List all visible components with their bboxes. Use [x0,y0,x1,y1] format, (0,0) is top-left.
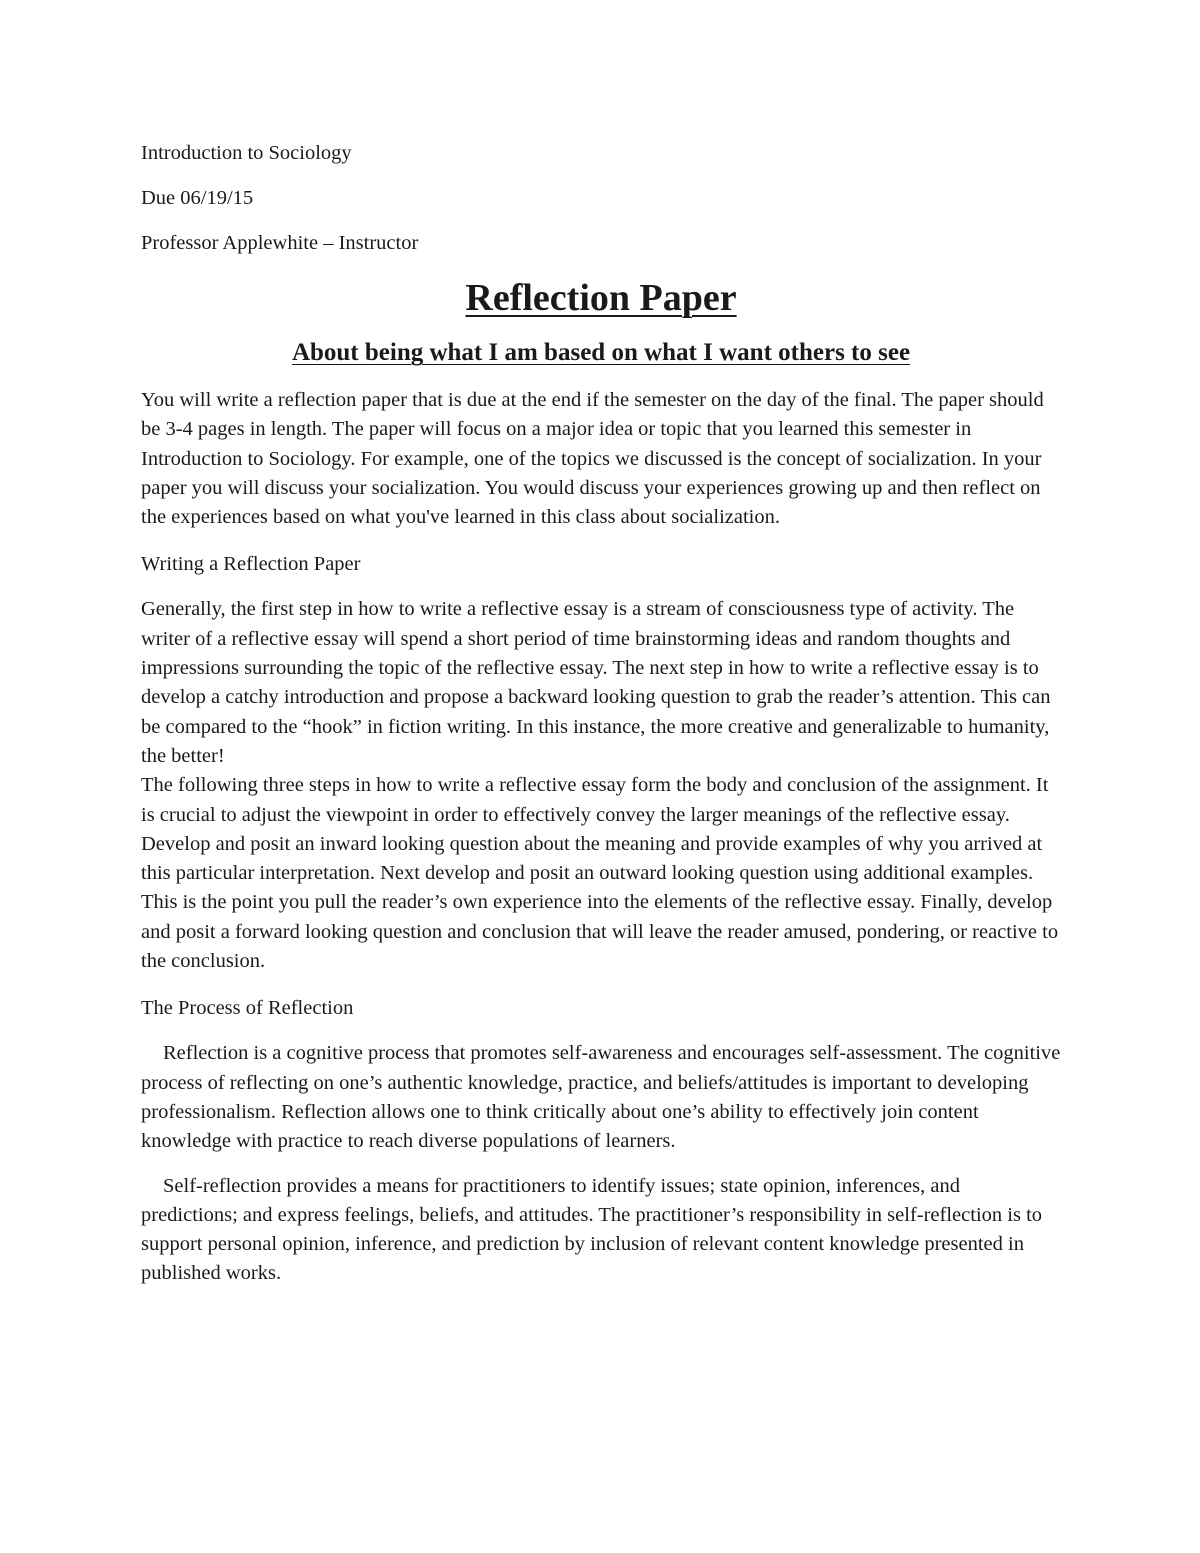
intro-paragraph: You will write a reflection paper that is due at the end if the semester on the day of the final. The paper should be 3-4 pages in length. The paper will focus on a major idea or topic that you learned this semester in Introduction to Sociology. For example, one of the topics we discussed is the concept of socialization. In your paper you will discuss your socialization. You would discuss your experiences growing up and then reflect on the experiences based on what you've learned in this class about socialization. [141,389,1044,529]
course-name: Introduction to Sociology [141,142,352,164]
section-heading-writing: Writing a Reflection Paper [141,553,361,576]
process-paragraph-1: Reflection is a cognitive process that promotes self-awareness and encourages self-assessment. The cognitive process of reflecting on one’s authentic knowledge, practice, and beliefs/attitudes is important to developing professionalism. Reflection allows one to think critically about one’s ability to effectively join content knowledge with practice to reach diverse populations of learners. [141,1042,1061,1153]
writing-paragraph-2: The following three steps in how to write a reflective essay form the body and conclusion of the assignment. It is crucial to adjust the viewpoint in order to effectively convey the larger meanings of the reflective essay. Develop and posit an inward looking question about the meaning and provide examples of why you arrived at this particular interpretation. Next develop and posit an outward looking question using additional examples. This is the point you pull the reader’s own experience into the elements of the reflective essay. Finally, develop and posit a forward looking question and conclusion that will leave the reader amused, pondering, or reactive to the conclusion. [141,774,1059,973]
instructor-name: Professor Applewhite – Instructor [141,232,419,254]
writing-paragraph-1: Generally, the first step in how to write a reflective essay is a stream of consciousness type of activity. The writer of a reflective essay will spend a short period of time brainstorming ideas and random thoughts and impressions surrounding the topic of the reflective essay. The next step in how to write a reflective essay is to develop a catchy introduction and propose a backward looking question to grab the reader’s attention. This can be compared to the “hook” in fiction writing. In this instance, the more creative and generalizable to humanity, the better! [141,598,1051,767]
document-subtitle: About being what I am based on what I want others to see [291,339,911,366]
document-title: Reflection Paper [465,277,737,319]
document-page [141,140,1061,1289]
process-paragraph-2: Self-reflection provides a means for practitioners to identify issues; state opinion, inferences, and predictions; and express feelings, beliefs, and attitudes. The practitioner’s responsibility in self-reflection is to support personal opinion, inference, and prediction by inclusion of relevant content knowledge presented in published works. [141,1174,1043,1285]
due-date: Due 06/19/15 [141,187,254,209]
section-heading-process: The Process of Reflection [141,997,354,1020]
